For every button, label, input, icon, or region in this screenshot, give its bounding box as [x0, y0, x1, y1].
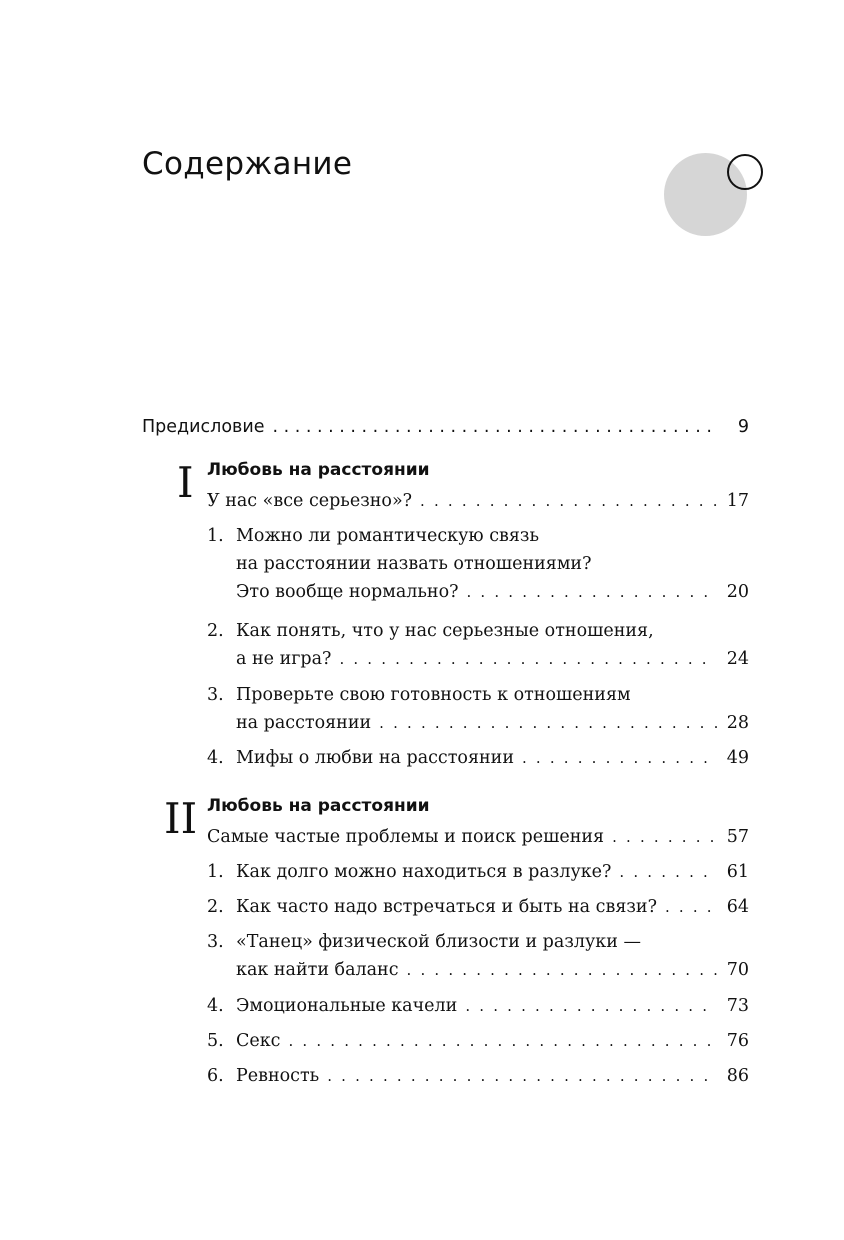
toc-page-number: 57: [726, 827, 749, 847]
leader-dots: [465, 992, 717, 1020]
toc-entry-preface[interactable]: [142, 417, 749, 437]
toc-page-number: 76: [726, 1031, 749, 1051]
chapter-title-line: Мифы о любви на расстоянии: [236, 748, 514, 768]
leader-dots: [612, 823, 717, 851]
toc-page-number: 64: [726, 897, 749, 917]
toc-page-number: 9: [737, 417, 749, 437]
chapter-number: 3.: [207, 685, 224, 705]
chapter-title-line: Это вообще нормально?: [236, 582, 459, 602]
toc-page-number: 49: [726, 748, 749, 768]
chapter-number: 1.: [207, 526, 224, 546]
toc-page-number: 61: [726, 862, 749, 882]
chapter-title-line: Проверьте свою готовность к отношениям: [236, 685, 631, 705]
leader-dots: [522, 744, 717, 772]
chapter-title-line: Секс: [236, 1031, 281, 1051]
toc-entry-label: Самые частые проблемы и поиск решения: [207, 827, 605, 847]
leader-dots: [467, 578, 718, 606]
chapter-title-line: Как понять, что у нас серьезные отношения,: [236, 621, 654, 641]
leader-dots: [327, 1062, 717, 1090]
toc-page-number: 17: [726, 491, 749, 511]
part-number: I: [177, 458, 194, 507]
toc-entry-part-intro[interactable]: [207, 823, 749, 851]
toc-page-number: 86: [726, 1066, 749, 1086]
toc-entry-chapter[interactable]: [207, 858, 749, 886]
toc-page-number: 28: [726, 713, 749, 733]
chapter-number: 4.: [207, 996, 224, 1016]
leader-dots: [272, 417, 717, 437]
toc-page-number: 70: [726, 960, 749, 980]
chapter-title-line: «Танец» физической близости и разлуки —: [236, 932, 641, 952]
leader-dots: [407, 956, 717, 984]
toc-entry-part-intro[interactable]: [207, 487, 749, 515]
chapter-title-line: на расстоянии: [236, 713, 372, 733]
toc-entry-chapter[interactable]: [207, 893, 749, 921]
chapter-title-line: Как часто надо встречаться и быть на связи?: [236, 897, 657, 917]
chapter-title-line: Можно ли романтическую связь: [236, 526, 539, 546]
page-title: Содержание: [142, 146, 353, 182]
leader-dots: [289, 1027, 718, 1055]
toc-entry-chapter[interactable]: [207, 744, 749, 772]
chapter-number: 5.: [207, 1031, 224, 1051]
chapter-number: 3.: [207, 932, 224, 952]
toc-entry-label: Предисловие: [142, 417, 265, 437]
leader-dots: [339, 645, 717, 673]
leader-dots: [619, 858, 717, 886]
toc-entry-chapter[interactable]: [207, 617, 749, 673]
part-heading: Любовь на расстоянии: [207, 460, 430, 480]
toc-page-number: 73: [726, 996, 749, 1016]
ring-circle-decoration: [727, 154, 763, 190]
chapter-number: 4.: [207, 748, 224, 768]
chapter-title-line: а не игра?: [236, 649, 332, 669]
leader-dots: [420, 487, 717, 515]
chapter-title-line: Ревность: [236, 1066, 320, 1086]
chapter-number: 6.: [207, 1066, 224, 1086]
chapter-number: 1.: [207, 862, 224, 882]
toc-entry-chapter[interactable]: [207, 681, 749, 737]
toc-entry-chapter[interactable]: [207, 928, 749, 984]
toc-entry-label: У нас «все серьезно»?: [207, 491, 413, 511]
toc-page-number: 24: [726, 649, 749, 669]
toc-entry-chapter[interactable]: [207, 992, 749, 1020]
chapter-title-line: на расстоянии назвать отношениями?: [236, 554, 592, 574]
chapter-title-line: Эмоциональные качели: [236, 996, 458, 1016]
chapter-number: 2.: [207, 621, 224, 641]
chapter-number: 2.: [207, 897, 224, 917]
part-heading: Любовь на расстоянии: [207, 796, 430, 816]
chapter-title-line: Как долго можно находиться в разлуке?: [236, 862, 612, 882]
toc-entry-chapter[interactable]: [207, 522, 749, 606]
leader-dots: [379, 709, 717, 737]
part-number: II: [164, 794, 198, 843]
chapter-title-line: как найти баланс: [236, 960, 399, 980]
leader-dots: [665, 893, 717, 921]
toc-page-number: 20: [726, 582, 749, 602]
toc-entry-chapter[interactable]: [207, 1027, 749, 1055]
toc-entry-chapter[interactable]: [207, 1062, 749, 1090]
